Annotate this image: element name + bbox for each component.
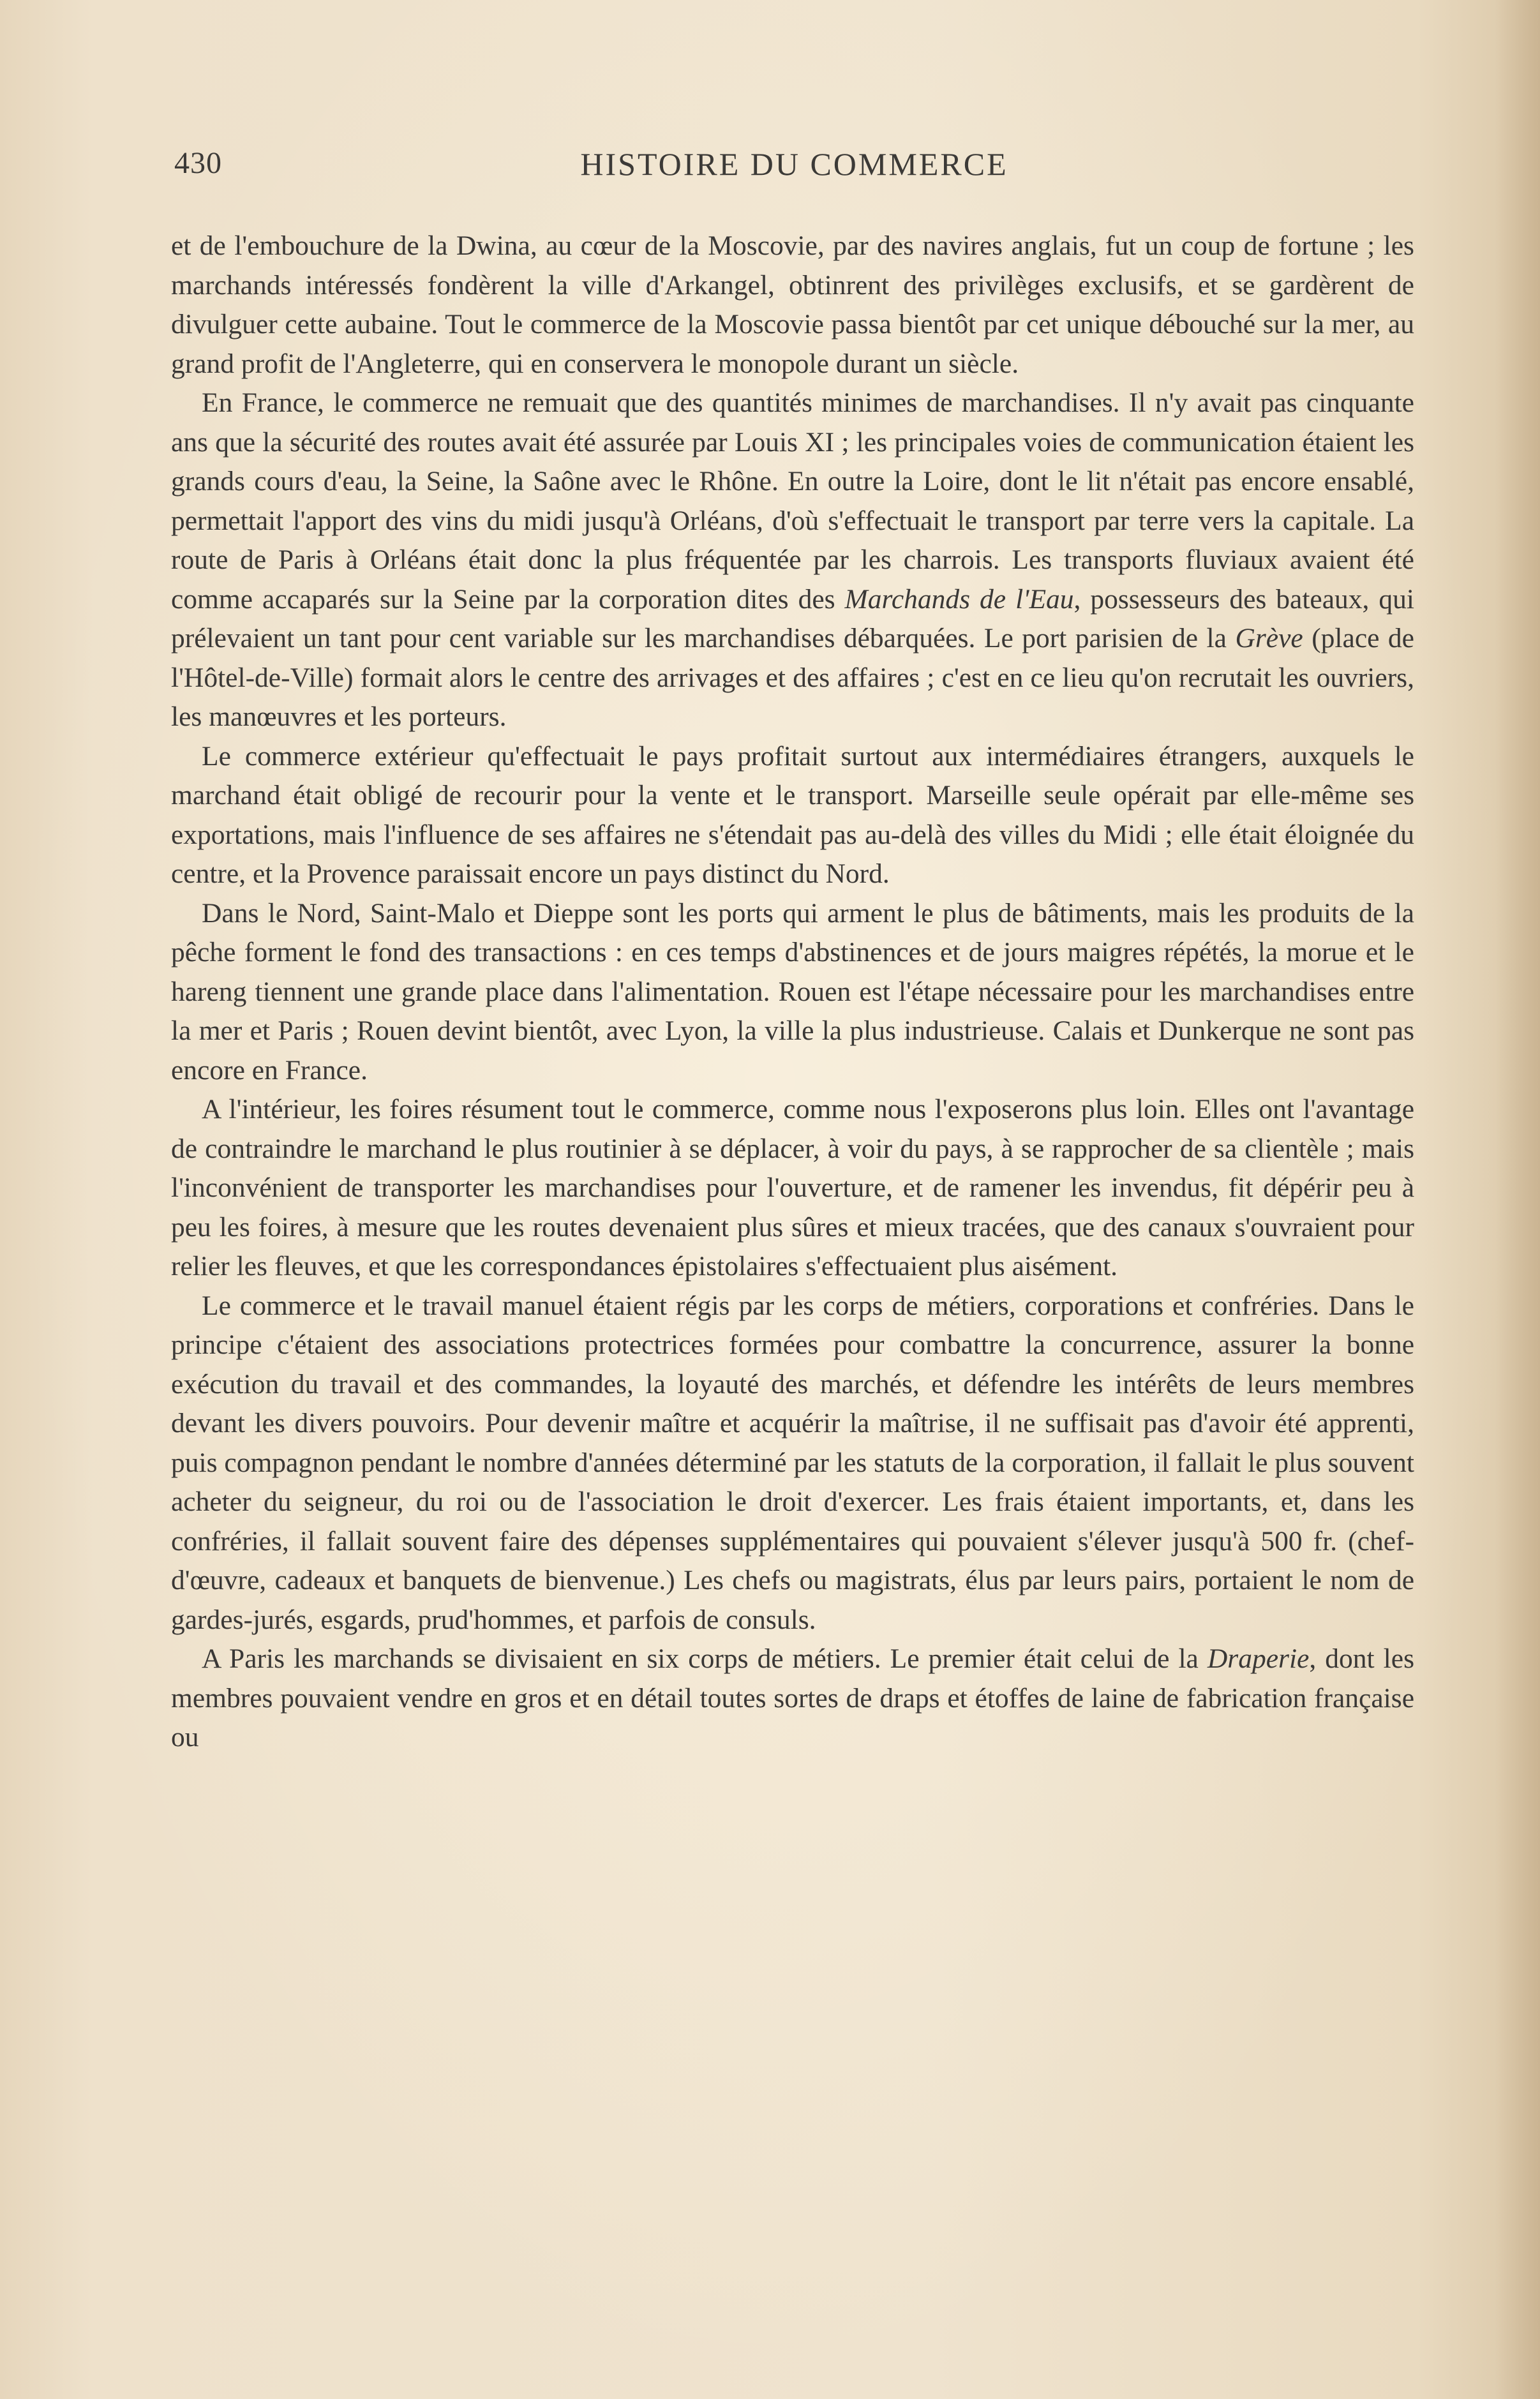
page-number: 430	[174, 146, 222, 180]
paragraph	[171, 384, 1414, 737]
italic-term: Grève	[1235, 623, 1303, 654]
text-run: A Paris les marchands se divisaient en six corps de métiers. Le premier était celui de la	[202, 1643, 1207, 1674]
text-run: , dont les membres pouvaient vendre en gros et en détail toutes sortes de draps et étoffes de laine de fabrication française ou	[171, 1643, 1414, 1753]
running-title: HISTOIRE DU COMMERCE	[580, 146, 1008, 182]
body-text	[171, 227, 1414, 1758]
text-run: Le commerce et le travail manuel étaient régis par les corps de métiers, corporations et confréries. Dans le principe c'étaient des associations protectrices formées pour combattre la concurrence, assurer la bonne exécution du travail et des commandes, la loyauté des marchés, et défendre les intérêts de leurs membres devant les divers pouvoirs. Pour devenir maître et acquérir la maîtrise, il ne suffisait pas d'avoir été apprenti, puis compagnon pendant le nombre d'années déterminé par les statuts de la corporation, il fallait le plus souvent acheter du seigneur, du roi ou de l'association le droit d'exercer. Les frais étaient importants, et, dans les confréries, il fallait souvent faire des dépenses supplémentaires qui pouvaient s'élever jusqu'à 500 fr. (chef-d'œuvre, cadeaux et banquets de bienvenue.) Les chefs ou magistrats, élus par leurs pairs, portaient le nom de gardes-jurés, esgards, prud'hommes, et parfois de consuls.	[171, 1290, 1414, 1635]
italic-term: Draperie	[1207, 1643, 1310, 1674]
text-run: A l'intérieur, les foires résument tout le commerce, comme nous l'exposerons plus loin. Elles ont l'avantage de contraindre le marchand le plus routinier à se déplacer, à voir du pays, à se rapprocher de sa clientèle ; mais l'inconvénient de transporter les marchandises pour l'ouverture, et de ramener les invendus, fit dépérir peu à peu les foires, à mesure que les routes devenaient plus sûres et mieux tracées, que des canaux s'ouvraient pour relier les fleuves, et que les correspondances épistolaires s'effectuaient plus aisément.	[171, 1094, 1414, 1282]
paragraph	[171, 1640, 1414, 1758]
page-header	[174, 146, 1414, 190]
paragraph	[171, 1090, 1414, 1287]
italic-term: Marchands de l'Eau	[844, 583, 1074, 615]
paragraph	[171, 737, 1414, 894]
paragraph	[171, 227, 1414, 384]
text-run: En France, le commerce ne remuait que des quantités minimes de marchandises. Il n'y avait pas cinquante ans que la sécurité des routes avait été assurée par Louis XI ; les principales voies de communication étaient les grands cours d'eau, la Seine, la Saône avec le Rhône. En outre la Loire, dont le lit n'était pas encore ensablé, permettait l'apport des vins du midi jusqu'à Orléans, d'où s'effectuait le transport par terre vers la capitale. La route de Paris à Orléans était donc la plus fréquentée par les charrois. Les transports fluviaux avaient été comme accaparés sur la Seine par la corporation dites des	[171, 387, 1414, 615]
text-run: Le commerce extérieur qu'effectuait le pays profitait surtout aux intermédiaires étrangers, auxquels le marchand était obligé de recourir pour la vente et le transport. Marseille seule opérait par elle-même ses exportations, mais l'influence de ses affaires ne s'étendait pas au-delà des villes du Midi ; elle était éloignée du centre, et la Provence paraissait encore un pays distinct du Nord.	[171, 740, 1414, 889]
text-run: et de l'embouchure de la Dwina, au cœur de la Moscovie, par des navires anglais, fut un coup de fortune ; les marchands intéressés fondèrent la ville d'Arkangel, obtinrent des privilèges exclusifs, et se gardèrent de divulguer cette aubaine. Tout le commerce de la Moscovie passa bientôt par cet unique débouché sur la mer, au grand profit de l'Angleterre, qui en conservera le monopole durant un siècle.	[171, 230, 1414, 379]
text-run: (place de l'Hôtel-de-Ville) formait alors le centre des arrivages et des affaires ; c'est en ce lieu qu'on recrutait les ouvriers, les manœuvres et les porteurs.	[171, 623, 1414, 732]
paragraph	[171, 894, 1414, 1091]
page-edge-shadow	[1495, 0, 1540, 2399]
text-run: , possesseurs des bateaux, qui prélevaient un tant pour cent variable sur les marchandises débarquées. Le port parisien de la	[171, 583, 1414, 654]
paragraph	[171, 1287, 1414, 1640]
text-run: Dans le Nord, Saint-Malo et Dieppe sont les ports qui arment le plus de bâtiments, mais les produits de la pêche forment le fond des transactions : en ces temps d'abstinences et de jours maigres répétés, la morue et le hareng tiennent une grande place dans l'alimentation. Rouen est l'étape nécessaire pour les marchandises entre la mer et Paris ; Rouen devint bientôt, avec Lyon, la ville la plus industrieuse. Calais et Dunkerque ne sont pas encore en France.	[171, 897, 1414, 1086]
